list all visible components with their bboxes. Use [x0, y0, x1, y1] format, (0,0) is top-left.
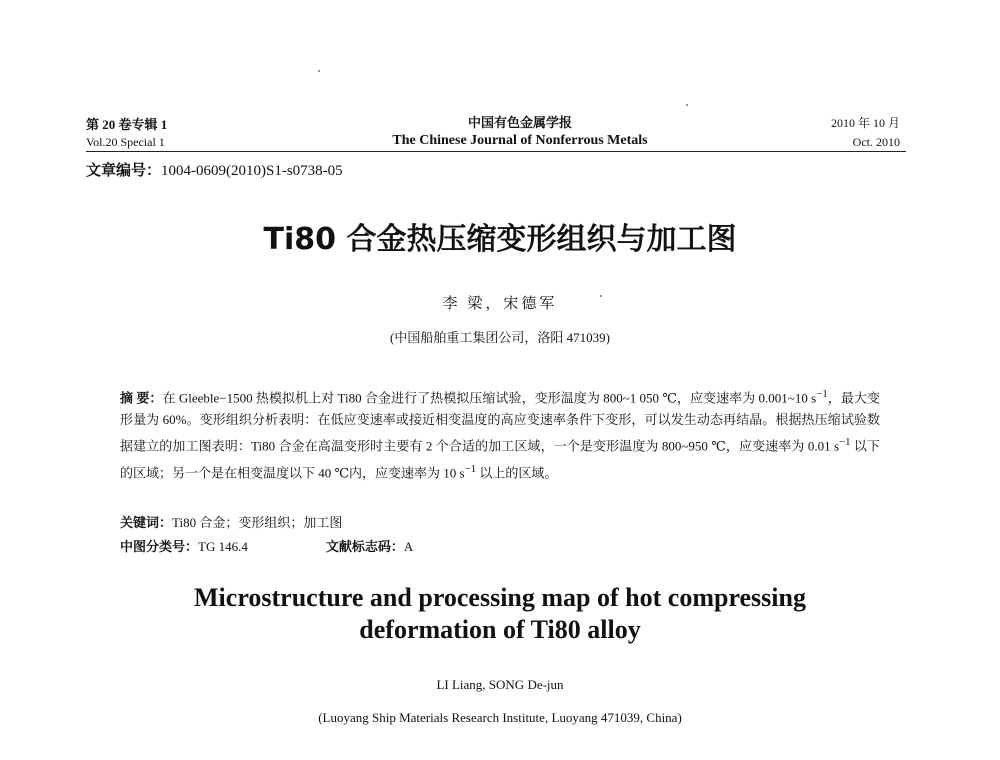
affiliation-cn: (中国船舶重工集团公司，洛阳 471039) — [390, 330, 610, 345]
title-en-line-2: deformation of Ti80 alloy — [359, 615, 641, 644]
abstract-text-3: 以下的区域；另一个是在相变温度以下 40 ℃内，应变速率为 10 s — [120, 438, 880, 480]
classification-value: TG 146.4 — [198, 539, 248, 554]
article-number-label: 文章编号： — [86, 163, 162, 179]
title-en-line-1: Microstructure and processing map of hot compressing — [194, 583, 806, 612]
title-en — [0, 582, 1000, 646]
classification — [120, 536, 413, 555]
affiliation-en: (Luoyang Ship Materials Research Institute, Luoyang 471039, China) — [318, 710, 682, 725]
article-number-value: 1004-0609(2010)S1-s0738-05 — [161, 163, 343, 179]
scan-speck — [686, 104, 688, 106]
abstract-text-4: 以上的区域。 — [476, 464, 558, 480]
header-rule — [86, 151, 906, 152]
header-journal-cn: 中国有色金属学报 — [467, 115, 572, 130]
abstract-sup-3: −1 — [464, 462, 477, 475]
header-date-en: Oct. 2010 — [852, 135, 900, 149]
scan-speck — [600, 295, 602, 297]
classification-label: 中图分类号： — [120, 539, 199, 554]
header-journal-en: The Chinese Journal of Nonferrous Metals — [392, 133, 648, 148]
header-volume-en: Vol.20 Special 1 — [86, 135, 165, 149]
authors-en: LI Liang, SONG De-jun — [436, 677, 564, 692]
abstract-cn — [120, 383, 880, 484]
abstract-sup-1: −1 — [816, 388, 828, 400]
abstract-text-1: 在 Gleeble−1500 热模拟机上对 Ti80 合金进行了热模拟压缩试验，变形温度为 800~1 050 ℃，应变速率为 0.001~10 s — [162, 390, 817, 406]
abstract-label: 摘 要： — [120, 390, 163, 406]
keywords — [120, 512, 342, 531]
document-code-value: A — [403, 539, 414, 554]
keywords-value: Ti80 合金；变形组织；加工图 — [172, 515, 343, 530]
abstract-text-2: ，最大变形量为 60%。变形组织分析表明：在低应变速率或接近相变温度的高应变速率条件下变形，可以发生动态再结晶。根据热压缩试验数据建立的加工图表明：Ti80 合金在高温变形时主要有 2 个合适的加工区域，一个是变形温度为 800~950 ℃，应变速率为 0.01 s — [120, 390, 880, 454]
authors-cn: 李 梁，宋德军 — [442, 296, 558, 312]
abstract-sup-2: −1 — [839, 436, 851, 449]
keywords-label: 关键词： — [120, 515, 173, 530]
article-number — [86, 159, 343, 180]
scan-speck — [318, 70, 320, 72]
header-volume-cn: 第 20 卷专辑 1 — [86, 117, 168, 132]
document-code-label: 文献标志码： — [325, 539, 404, 554]
header-date-cn: 2010 年 10 月 — [830, 116, 900, 130]
title-cn: Ti80 合金热压缩变形组织与加工图 — [263, 222, 737, 257]
